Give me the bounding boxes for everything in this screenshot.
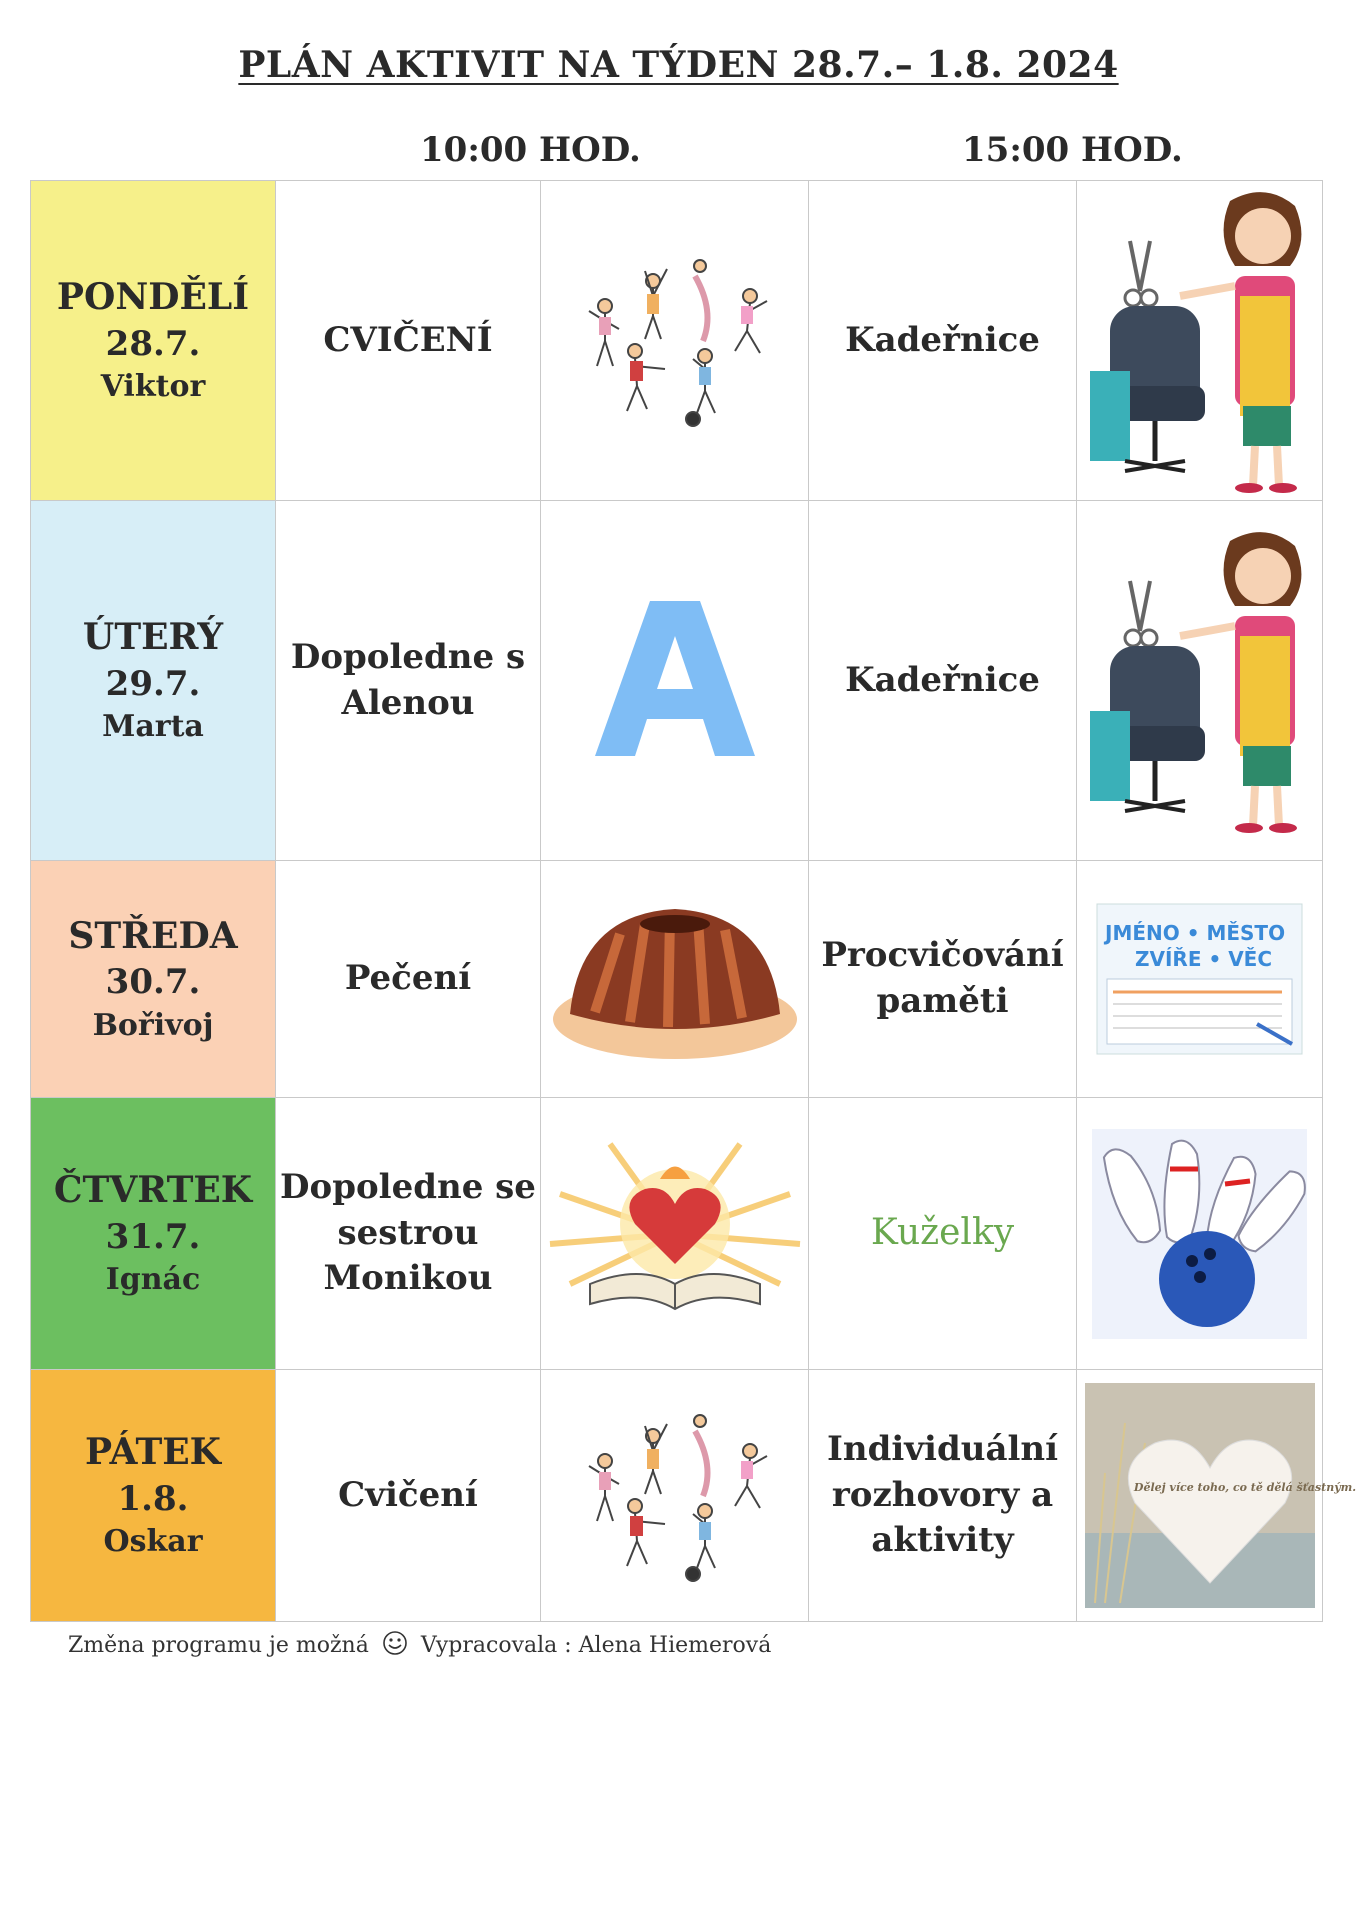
activity-table xyxy=(30,180,1356,1622)
table-row xyxy=(31,1370,1323,1622)
afternoon-activity: Kuželky xyxy=(809,1098,1077,1370)
afternoon-icon-cell xyxy=(1077,181,1323,501)
day-date: 30.7. xyxy=(105,962,201,1003)
nameday: Ignác xyxy=(105,1262,201,1298)
afternoon-icon-cell xyxy=(1077,861,1323,1098)
footer xyxy=(68,1630,771,1662)
footer-author: Vypracovala : Alena Hiemerová xyxy=(420,1633,772,1658)
afternoon-activity: Kadeřnice xyxy=(809,501,1077,861)
nameday: Viktor xyxy=(100,369,206,405)
afternoon-activity: Individuální rozhovory a aktivity xyxy=(809,1370,1077,1622)
day-name: ČTVRTEK xyxy=(53,1169,253,1211)
afternoon-icon-cell xyxy=(1077,1098,1323,1370)
bundt-cake-icon xyxy=(541,894,808,1064)
afternoon-hour-label: 15:00 HOD. xyxy=(962,130,1183,170)
smiley-icon xyxy=(382,1630,408,1662)
heart-bible-icon xyxy=(541,1134,808,1334)
nameday: Marta xyxy=(102,709,204,745)
morning-icon-cell xyxy=(541,1370,809,1622)
day-date: 31.7. xyxy=(105,1216,201,1257)
morning-activity: Cvičení xyxy=(276,1370,541,1622)
morning-activity: CVIČENÍ xyxy=(276,181,541,501)
day-date: 28.7. xyxy=(105,323,201,364)
afternoon-icon-cell xyxy=(1077,1370,1356,1622)
day-cell-tuesday xyxy=(31,501,276,861)
nameday: Bořivoj xyxy=(92,1007,214,1043)
memory-card-line2: ZVÍŘE • VĚC xyxy=(1135,947,1273,971)
hairdresser-icon xyxy=(1077,186,1322,496)
day-name: STŘEDA xyxy=(68,914,238,957)
table-row xyxy=(31,1098,1323,1370)
morning-activity: Pečení xyxy=(276,861,541,1098)
heart-sign-icon xyxy=(1077,1383,1356,1608)
day-cell-monday xyxy=(31,181,276,501)
afternoon-activity: Kadeřnice xyxy=(809,181,1077,501)
day-date: 29.7. xyxy=(105,663,201,704)
morning-icon-cell xyxy=(541,861,809,1098)
hairdresser-icon xyxy=(1077,526,1322,836)
day-cell-friday xyxy=(31,1370,276,1622)
morning-activity: Dopoledne se sestrou Monikou xyxy=(276,1098,541,1370)
day-name: PÁTEK xyxy=(85,1431,221,1473)
exercise-people-icon xyxy=(541,1406,808,1586)
morning-icon-cell xyxy=(541,181,809,501)
day-name: ÚTERÝ xyxy=(82,616,224,658)
table-row xyxy=(31,181,1323,501)
page-title: PLÁN AKTIVIT NA TÝDEN 28.7.– 1.8. 2024 xyxy=(238,44,1119,86)
day-cell-thursday xyxy=(31,1098,276,1370)
morning-icon-cell xyxy=(541,1098,809,1370)
bowling-icon xyxy=(1077,1129,1322,1339)
exercise-people-icon xyxy=(541,251,808,431)
nameday: Oskar xyxy=(103,1524,203,1560)
day-date: 1.8. xyxy=(117,1478,189,1519)
day-name: PONDĚLÍ xyxy=(56,276,250,318)
memory-game-icon xyxy=(1077,904,1322,1054)
afternoon-icon-cell xyxy=(1077,501,1323,861)
heart-sign-text: Dělej více toho, co tě dělá šťastným. xyxy=(1133,1481,1356,1494)
day-cell-wednesday xyxy=(31,861,276,1098)
memory-card-line1: JMÉNO • MĚSTO xyxy=(1105,921,1286,945)
table-row xyxy=(31,861,1323,1098)
table-row xyxy=(31,501,1323,861)
letter-a-icon xyxy=(541,601,808,761)
morning-activity: Dopoledne s Alenou xyxy=(276,501,541,861)
footer-note: Změna programu je možná xyxy=(68,1633,369,1658)
morning-hour-label: 10:00 HOD. xyxy=(420,130,641,170)
afternoon-activity: Procvičování paměti xyxy=(809,861,1077,1098)
morning-icon-cell xyxy=(541,501,809,861)
